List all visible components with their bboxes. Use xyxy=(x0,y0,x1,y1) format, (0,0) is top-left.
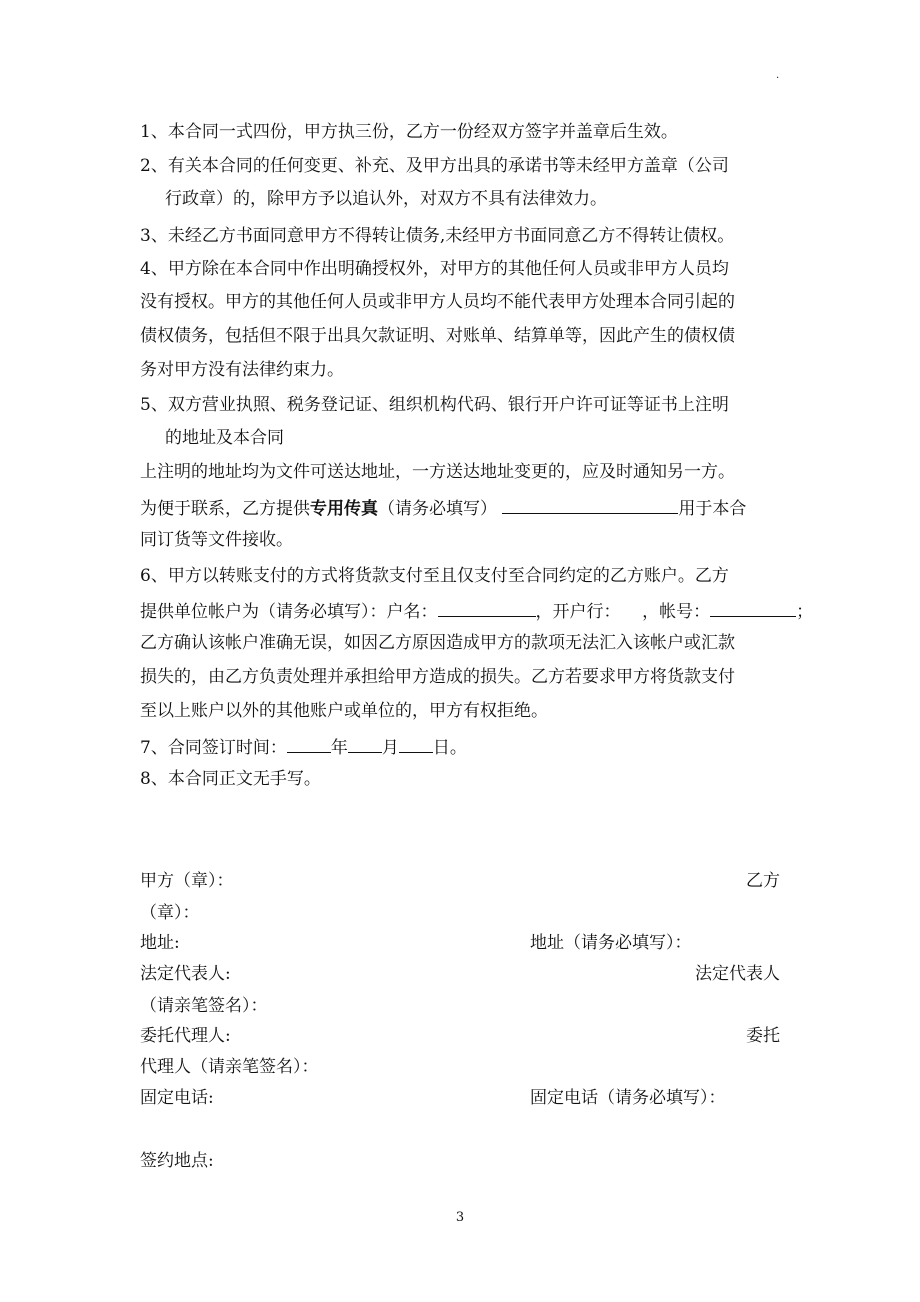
clause-5-line-4 xyxy=(140,495,746,520)
clause-5-line-1: 5、双方营业执照、税务登记证、组织机构代码、银行开户许可证等证书上注明 xyxy=(140,395,729,415)
fax-number-blank[interactable] xyxy=(502,495,678,514)
clause-5-line-5: 同订货等文件接收。 xyxy=(140,530,293,550)
clause-3: 3、未经乙方书面同意甲方不得转让债务,未经甲方书面同意乙方不得转让债权。 xyxy=(140,226,735,246)
agent-a: 委托代理人: xyxy=(140,1026,231,1046)
address-b: 地址（请务必填写）： xyxy=(530,933,692,953)
account-no-label: ，帐号： xyxy=(642,602,711,622)
clause-6-line-2 xyxy=(140,598,813,623)
clause-4-line-4: 务对甲方没有法律约束力。 xyxy=(140,360,344,380)
clause-4-line-2: 没有授权。甲方的其他任何人员或非甲方人员均不能代表甲方处理本合同引起的 xyxy=(140,292,735,312)
clause-5-line-2: 的地址及本合同 xyxy=(165,428,284,448)
bank-label: ，开户行： xyxy=(535,602,621,622)
legal-rep-a: 法定代表人: xyxy=(140,964,231,984)
clause-4-line-3: 债权债务，包括但不限于出具欠款证明、对账单、结算单等，因此产生的债权债 xyxy=(140,326,735,346)
page-number: 3 xyxy=(455,1210,465,1225)
legal-rep-b: 法定代表人 xyxy=(695,964,780,984)
phone-b: 固定电话（请务必填写）： xyxy=(530,1088,726,1108)
clause-2-line-1: 2、有关本合同的任何变更、补充、及甲方出具的承诺书等未经甲方盖章（公司 xyxy=(140,156,729,176)
account-label: 提供单位帐户为（请务必填写）：户名： xyxy=(140,602,438,622)
clause-5-fax-bold: 专用传真 xyxy=(310,499,378,519)
address-a: 地址: xyxy=(140,933,180,953)
clause-6-line-4: 损失的，由乙方负责处理并承担给甲方造成的损失。乙方若要求甲方将货款支付 xyxy=(140,667,735,687)
party-a-seal: 甲方（章）： xyxy=(140,871,234,891)
clause-5-line-3: 上注明的地址均为文件可送达地址，一方送达地址变更的，应及时通知另一方。 xyxy=(140,462,735,482)
clause-8: 8、本合同正文无手写。 xyxy=(140,769,321,789)
header-mark: . xyxy=(776,70,780,81)
account-end: ； xyxy=(796,602,814,622)
clause-6-line-1: 6、甲方以转账支付的方式将货款支付至且仅支付至合同约定的乙方账户。乙方 xyxy=(140,566,729,586)
day-blank[interactable] xyxy=(399,734,433,753)
clause-4-line-1: 4、甲方除在本合同中作出明确授权外，对甲方的其他任何人员或非甲方人员均 xyxy=(140,259,729,279)
phone-a: 固定电话: xyxy=(140,1088,214,1108)
signing-place: 签约地点: xyxy=(140,1151,214,1171)
party-b-label: 乙方 xyxy=(746,871,780,891)
clause-6-line-3: 乙方确认该帐户准确无误，如因乙方原因造成甲方的款项无法汇入该帐户或汇款 xyxy=(140,633,735,653)
clause-1: 1、本合同一式四份，甲方执三份，乙方一份经双方签字并盖章后生效。 xyxy=(140,122,678,142)
sign-date-label: 7、合同签订时间： xyxy=(140,738,287,758)
agent-b-cont: 代理人（请亲笔签名）： xyxy=(140,1057,319,1077)
month-blank[interactable] xyxy=(348,734,382,753)
clause-5-fax-prefix: 为便于联系，乙方提供 xyxy=(140,499,310,519)
month-label: 月 xyxy=(381,738,399,758)
party-b-seal: （章）： xyxy=(140,903,200,923)
clause-5-fax-suffix: 用于本合 xyxy=(678,499,747,519)
legal-rep-b-cont: （请亲笔签名）： xyxy=(140,996,268,1016)
account-name-blank[interactable] xyxy=(438,598,536,617)
account-number-blank[interactable] xyxy=(710,598,796,617)
clause-5-fax-note: （请务必填写） xyxy=(378,499,497,519)
year-label: 年 xyxy=(330,738,348,758)
agent-b: 委托 xyxy=(746,1026,780,1046)
day-label: 日。 xyxy=(432,738,467,758)
clause-6-line-5: 至以上账户以外的其他账户或单位的，甲方有权拒绝。 xyxy=(140,701,548,721)
year-blank[interactable] xyxy=(287,734,331,753)
clause-2-line-2: 行政章）的，除甲方予以追认外，对双方不具有法律效力。 xyxy=(165,189,607,209)
clause-7 xyxy=(140,734,467,759)
